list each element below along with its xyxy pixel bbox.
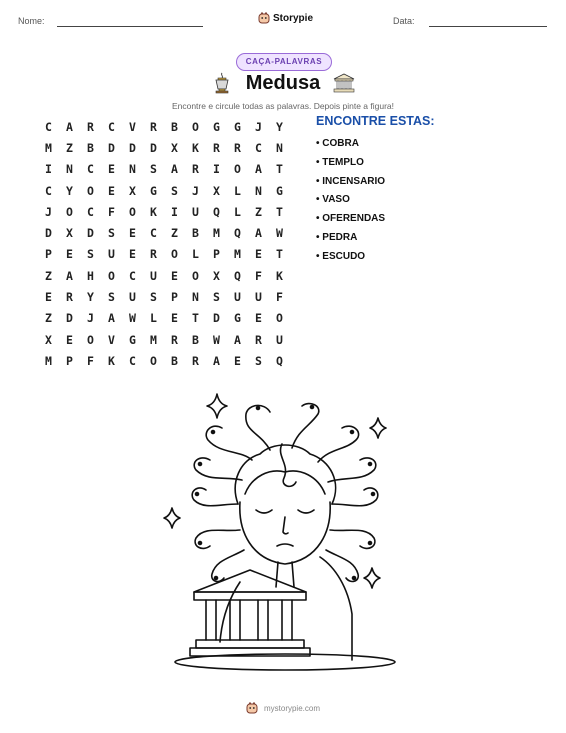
grid-cell[interactable]: A <box>171 162 178 177</box>
grid-cell[interactable]: X <box>45 332 52 347</box>
snake <box>332 488 378 506</box>
word-item: • COBRA <box>316 138 359 149</box>
grid-cell[interactable]: D <box>45 226 52 241</box>
grid-cell[interactable]: S <box>150 290 157 305</box>
grid-cell[interactable]: T <box>276 204 283 219</box>
grid-cell[interactable]: R <box>192 353 199 368</box>
grid-cell[interactable]: R <box>255 332 262 347</box>
grid-cell[interactable]: O <box>192 268 199 283</box>
grid-cell[interactable]: U <box>276 332 283 347</box>
grid-cell[interactable]: C <box>108 119 115 134</box>
grid-cell[interactable]: O <box>171 247 178 262</box>
grid-cell[interactable]: D <box>66 311 73 326</box>
grid-cell[interactable]: A <box>234 332 241 347</box>
word-item: • INCENSARIO <box>316 175 386 187</box>
word-item: • ESCUDO <box>316 250 366 262</box>
grid-cell[interactable]: O <box>87 183 94 198</box>
grid-cell[interactable]: W <box>276 226 283 241</box>
grid-cell[interactable]: A <box>66 119 73 134</box>
grid-cell[interactable]: R <box>150 119 157 134</box>
grid-cell[interactable]: C <box>255 140 262 155</box>
grid-cell[interactable]: O <box>129 204 136 219</box>
grid-cell[interactable]: D <box>213 311 220 326</box>
grid-cell[interactable]: F <box>87 353 94 368</box>
grid-cell[interactable]: M <box>45 353 52 368</box>
grid-cell[interactable]: K <box>192 140 199 155</box>
grid-cell[interactable]: O <box>234 162 241 177</box>
grid-cell[interactable]: R <box>171 332 178 347</box>
grid-cell[interactable]: G <box>234 119 241 134</box>
grid-cell[interactable]: C <box>87 204 94 219</box>
grid-cell[interactable]: X <box>213 268 220 283</box>
grid-cell[interactable]: I <box>45 162 52 177</box>
grid-cell[interactable]: Q <box>234 268 241 283</box>
grid-cell[interactable]: P <box>66 353 73 368</box>
grid-cell[interactable]: D <box>129 140 136 155</box>
grid-cell[interactable]: D <box>150 140 157 155</box>
grid-cell[interactable]: H <box>87 268 94 283</box>
grid-cell[interactable]: S <box>213 290 220 305</box>
grid-cell[interactable]: S <box>171 183 178 198</box>
grid-cell[interactable]: R <box>150 247 157 262</box>
grid-cell[interactable]: U <box>150 268 157 283</box>
word-item: • TEMPLO <box>316 156 364 168</box>
grid-cell[interactable]: M <box>150 332 157 347</box>
grid-cell[interactable]: G <box>150 183 157 198</box>
snake <box>292 404 319 448</box>
grid-cell[interactable]: L <box>234 183 241 198</box>
grid-cell[interactable]: V <box>108 332 115 347</box>
grid-cell[interactable]: S <box>150 162 157 177</box>
grid-cell[interactable]: D <box>87 226 94 241</box>
grid-cell[interactable]: B <box>192 226 199 241</box>
grid-cell[interactable]: O <box>276 311 283 326</box>
grid-cell[interactable]: K <box>276 268 283 283</box>
grid-cell[interactable]: V <box>129 119 136 134</box>
grid-cell[interactable]: E <box>108 183 115 198</box>
grid-cell[interactable]: K <box>108 353 115 368</box>
grid-cell[interactable]: A <box>255 226 262 241</box>
sparkle-icon <box>164 508 180 528</box>
grid-cell[interactable]: C <box>150 226 157 241</box>
date-line[interactable] <box>429 26 547 27</box>
grid-cell[interactable]: B <box>192 332 199 347</box>
snake <box>194 458 242 480</box>
date-label: Data: <box>393 16 415 26</box>
grid-cell[interactable]: U <box>192 204 199 219</box>
storypie-mascot-icon <box>246 702 258 714</box>
snake <box>192 488 238 506</box>
grid-cell[interactable]: I <box>213 162 220 177</box>
snake <box>330 530 375 548</box>
grid-cell[interactable]: W <box>129 311 136 326</box>
grid-cell[interactable]: Z <box>255 204 262 219</box>
grid-cell[interactable]: A <box>255 162 262 177</box>
grid-cell[interactable]: E <box>171 311 178 326</box>
grid-cell[interactable]: C <box>129 268 136 283</box>
snake <box>195 530 240 548</box>
grid-cell[interactable]: F <box>276 290 283 305</box>
grid-cell[interactable]: A <box>66 268 73 283</box>
activity-badge: CAÇA-PALAVRAS <box>236 53 332 71</box>
grid-cell[interactable]: S <box>255 353 262 368</box>
name-label: Nome: <box>18 16 45 26</box>
grid-cell[interactable]: O <box>66 204 73 219</box>
grid-cell[interactable]: J <box>192 183 199 198</box>
grid-cell[interactable]: X <box>129 183 136 198</box>
snake <box>246 405 270 450</box>
grid-cell[interactable]: B <box>87 140 94 155</box>
grid-cell[interactable]: G <box>129 332 136 347</box>
grid-cell[interactable]: B <box>171 119 178 134</box>
grid-cell[interactable]: Z <box>171 226 178 241</box>
grid-cell[interactable]: R <box>66 290 73 305</box>
brand-name: Storypie <box>273 12 314 24</box>
grid-cell[interactable]: K <box>150 204 157 219</box>
grid-cell[interactable]: E <box>45 290 52 305</box>
grid-cell[interactable]: N <box>66 162 73 177</box>
grid-cell[interactable]: X <box>171 140 178 155</box>
grid-cell[interactable]: Y <box>87 290 94 305</box>
grid-cell[interactable]: N <box>255 183 262 198</box>
grid-cell[interactable]: Q <box>276 353 283 368</box>
grid-cell[interactable]: W <box>213 332 220 347</box>
word-search-grid[interactable] <box>38 116 290 372</box>
grid-cell[interactable]: Y <box>276 119 283 134</box>
grid-cell[interactable]: C <box>45 119 52 134</box>
temple-icon <box>332 73 356 93</box>
grid-cell[interactable]: E <box>108 162 115 177</box>
grid-cell[interactable]: S <box>108 290 115 305</box>
grid-cell[interactable]: E <box>255 311 262 326</box>
grid-cell[interactable]: O <box>150 353 157 368</box>
grid-cell[interactable]: G <box>276 183 283 198</box>
grid-cell[interactable]: P <box>45 247 52 262</box>
name-line[interactable] <box>57 26 203 27</box>
grid-cell[interactable]: B <box>171 353 178 368</box>
grid-cell[interactable]: M <box>213 226 220 241</box>
snake <box>280 444 296 486</box>
grid-cell[interactable]: Q <box>234 226 241 241</box>
grid-cell[interactable]: T <box>276 247 283 262</box>
grid-cell[interactable]: P <box>171 290 178 305</box>
snake <box>328 458 376 482</box>
grid-cell[interactable]: E <box>171 268 178 283</box>
grid-cell[interactable]: X <box>213 183 220 198</box>
grid-cell[interactable]: N <box>192 290 199 305</box>
grid-cell[interactable]: N <box>129 162 136 177</box>
grid-cell[interactable]: E <box>129 247 136 262</box>
grid-cell[interactable]: O <box>192 119 199 134</box>
sparkle-icon <box>207 394 227 418</box>
grid-cell[interactable]: L <box>234 204 241 219</box>
grid-cell[interactable]: O <box>87 332 94 347</box>
grid-cell[interactable]: N <box>276 140 283 155</box>
word-item: • OFERENDAS <box>316 213 386 225</box>
grid-cell[interactable]: E <box>129 226 136 241</box>
storypie-mascot-icon <box>258 12 270 24</box>
grid-cell[interactable]: E <box>255 247 262 262</box>
grid-cell[interactable]: F <box>108 204 115 219</box>
word-list <box>316 136 385 268</box>
grid-cell[interactable]: T <box>192 311 199 326</box>
grid-cell[interactable]: S <box>108 226 115 241</box>
grid-cell[interactable]: Z <box>45 268 52 283</box>
grid-cell[interactable]: Q <box>213 204 220 219</box>
grid-cell[interactable]: J <box>87 311 94 326</box>
grid-cell[interactable]: R <box>234 140 241 155</box>
grid-cell[interactable]: C <box>45 183 52 198</box>
grid-cell[interactable]: U <box>108 247 115 262</box>
grid-cell[interactable]: U <box>255 290 262 305</box>
medusa-coloring-illustration <box>160 392 410 677</box>
grid-cell[interactable]: M <box>45 140 52 155</box>
page-title: Medusa <box>245 72 321 94</box>
grid-cell[interactable]: I <box>171 204 178 219</box>
grid-cell[interactable]: M <box>234 247 241 262</box>
grid-cell[interactable]: R <box>87 119 94 134</box>
word-item: • VASO <box>316 194 350 206</box>
grid-cell[interactable]: U <box>234 290 241 305</box>
temple-drawing <box>190 570 310 656</box>
grid-cell[interactable]: P <box>213 247 220 262</box>
sparkle-icon <box>364 568 380 588</box>
grid-cell[interactable]: G <box>213 119 220 134</box>
grid-cell[interactable]: F <box>255 268 262 283</box>
grid-cell[interactable]: R <box>213 140 220 155</box>
grid-cell[interactable]: Z <box>45 311 52 326</box>
word-list-title: ENCONTRE ESTAS: <box>316 114 435 128</box>
grid-cell[interactable]: R <box>192 162 199 177</box>
brand-logo <box>258 12 313 24</box>
grid-cell[interactable]: U <box>129 290 136 305</box>
grid-cell[interactable]: J <box>255 119 262 134</box>
grid-cell[interactable]: E <box>234 353 241 368</box>
footer <box>0 702 566 714</box>
grid-cell[interactable]: Y <box>66 183 73 198</box>
word-item: • PEDRA <box>316 231 358 243</box>
instructions: Encontre e circule todas as palavras. Depois pinte a figura! <box>171 101 395 111</box>
grid-cell[interactable]: Z <box>66 140 73 155</box>
grid-cell[interactable]: C <box>129 353 136 368</box>
header-row <box>0 10 566 32</box>
grid-cell[interactable]: O <box>108 268 115 283</box>
grid-cell[interactable]: E <box>66 332 73 347</box>
grid-cell[interactable]: C <box>87 162 94 177</box>
grid-cell[interactable]: T <box>276 162 283 177</box>
grid-cell[interactable]: L <box>150 311 157 326</box>
grid-cell[interactable]: A <box>108 311 115 326</box>
grid-cell[interactable]: L <box>192 247 199 262</box>
grid-cell[interactable]: D <box>108 140 115 155</box>
grid-cell[interactable]: G <box>234 311 241 326</box>
sparkle-icon <box>370 418 386 438</box>
footer-url[interactable]: mystorypie.com <box>263 703 320 713</box>
grid-cell[interactable]: E <box>66 247 73 262</box>
grid-cell[interactable]: S <box>87 247 94 262</box>
grid-cell[interactable]: J <box>45 204 52 219</box>
grid-cell[interactable]: X <box>66 226 73 241</box>
grid-cell[interactable]: A <box>213 353 220 368</box>
